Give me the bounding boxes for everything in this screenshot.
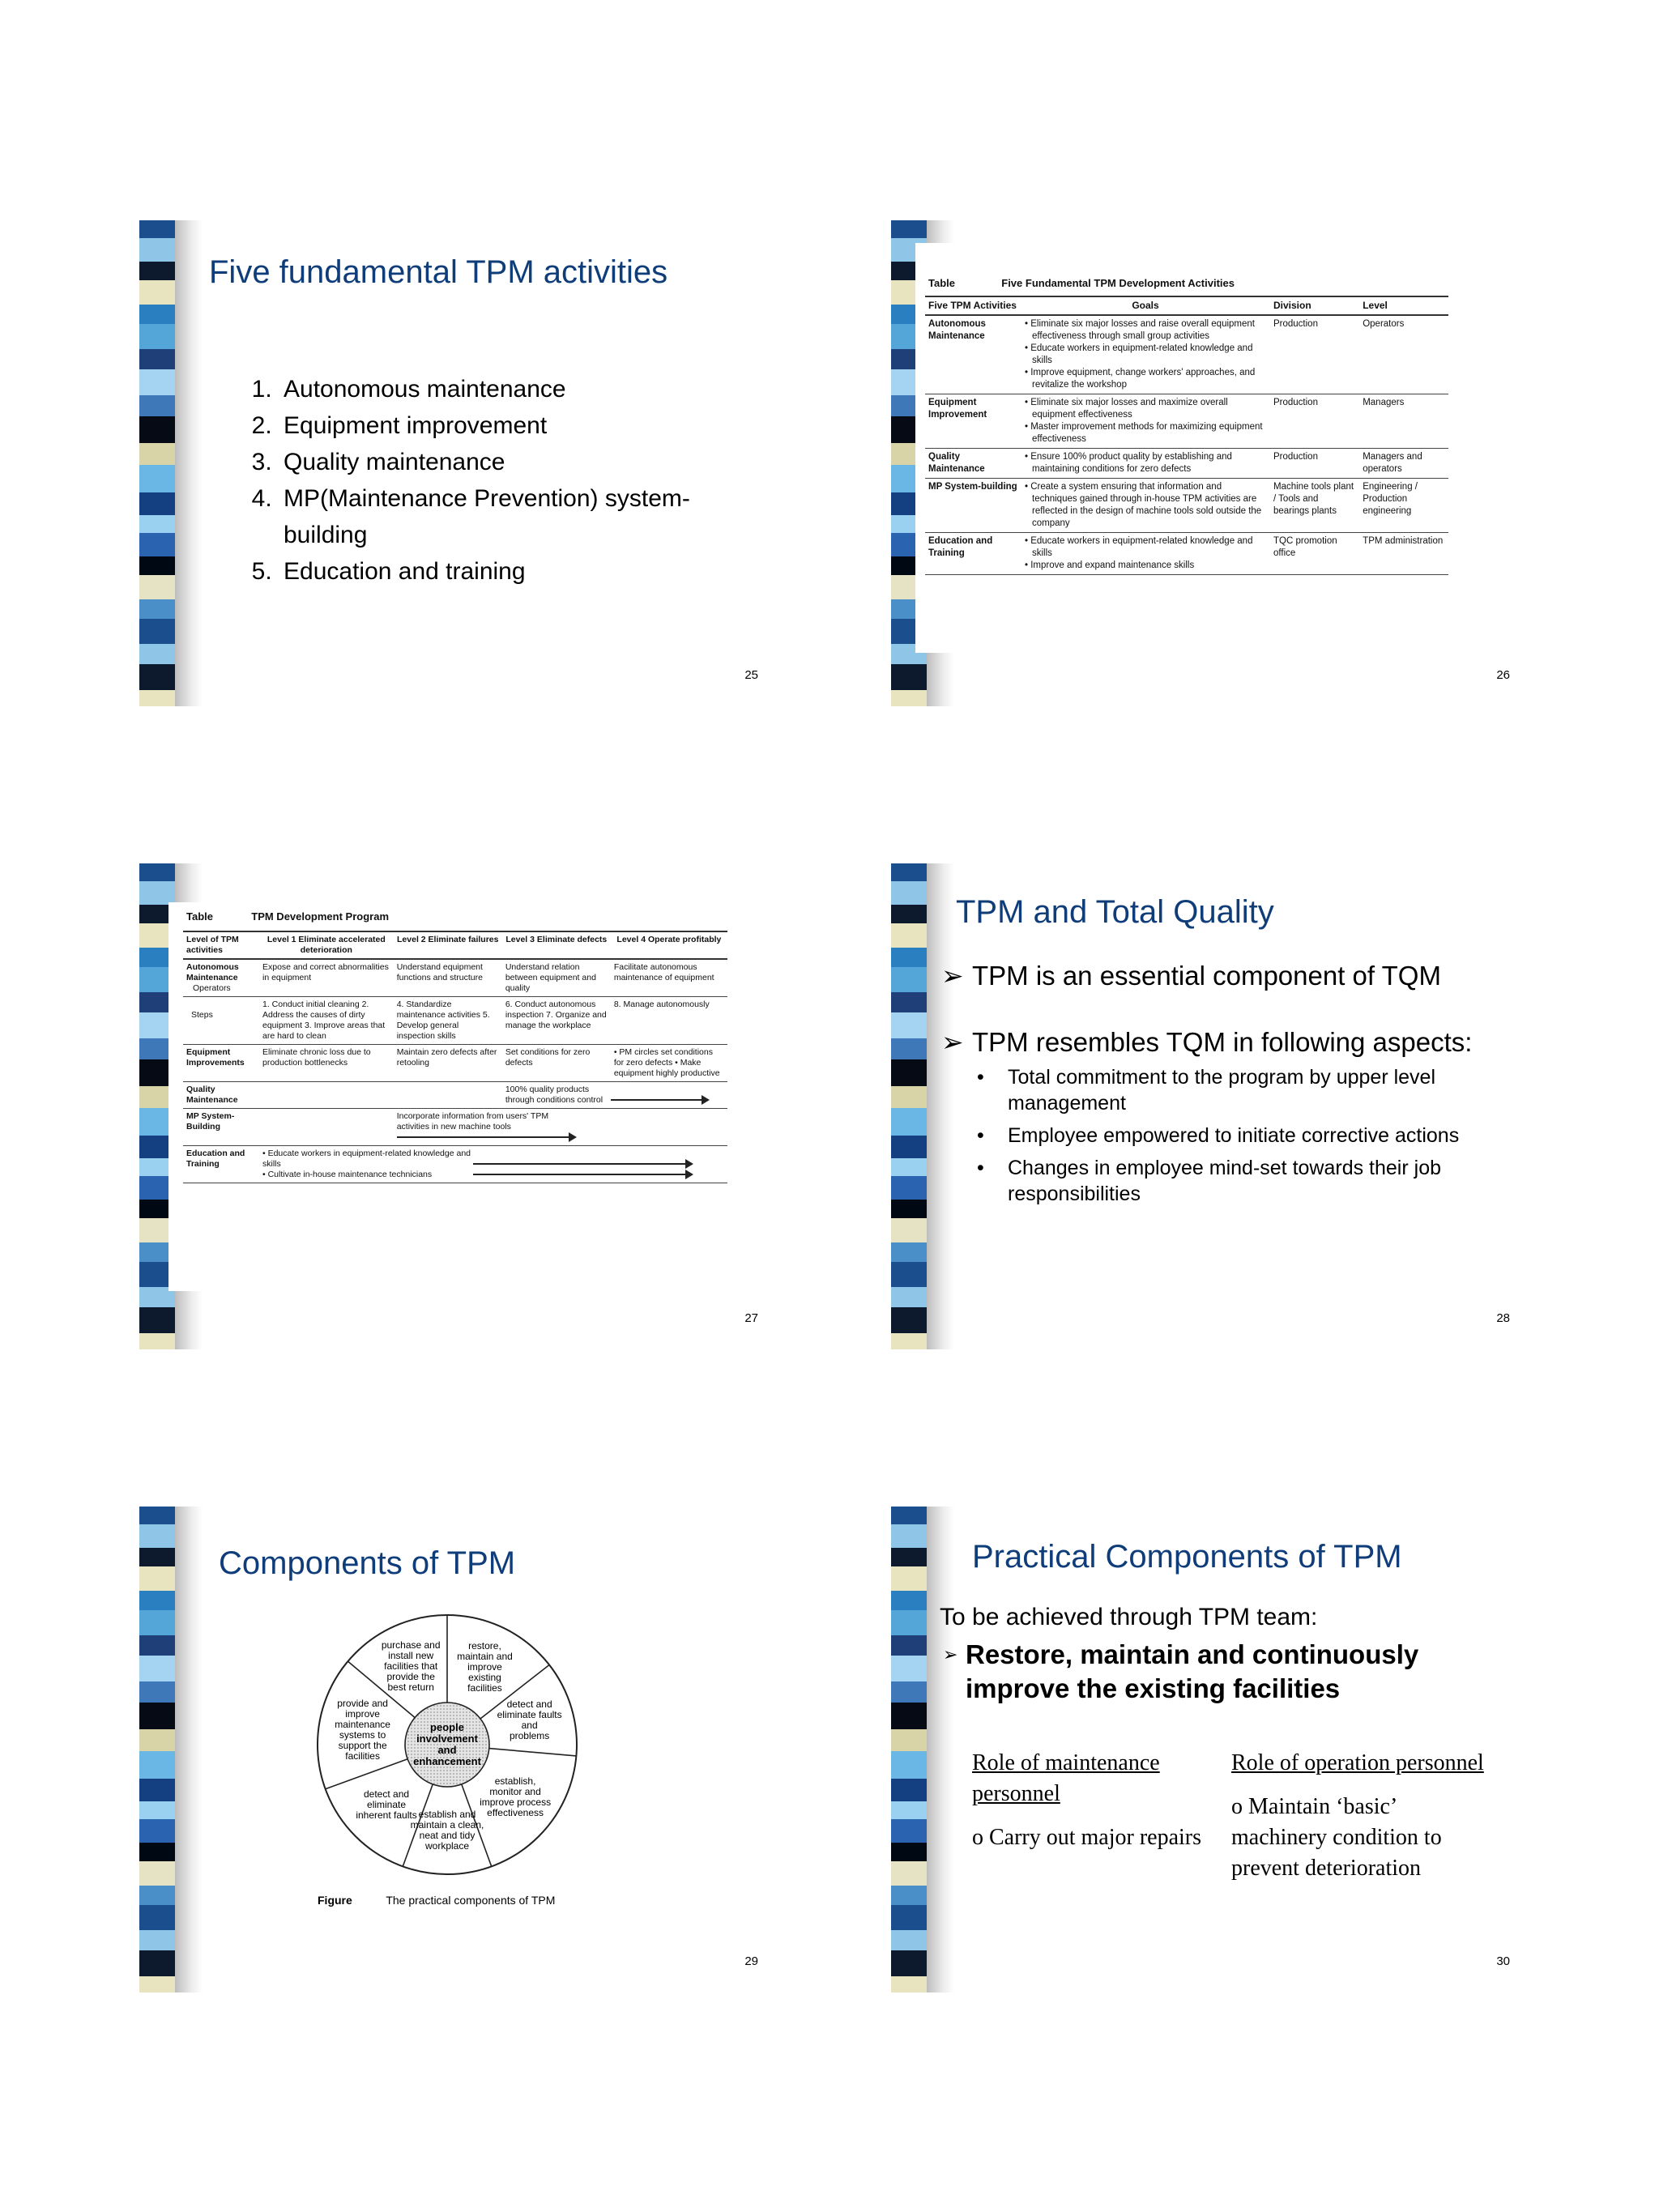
segment-text: monitor and <box>489 1785 541 1797</box>
stripe-bar <box>139 1843 175 1861</box>
stripe-bar <box>139 1307 175 1333</box>
components-figure <box>309 1607 585 1882</box>
table-header: Level 1 Eliminate accelerated deterioration <box>259 931 394 959</box>
activity-list <box>241 371 732 590</box>
table-cell: • PM circles set conditions for zero defects • Make equipment highly productive <box>611 1045 727 1082</box>
figure-caption-text: The practical components of TPM <box>386 1894 556 1907</box>
segment-text: eliminate faults <box>497 1708 562 1720</box>
table-cell: • Improve equipment, change workers' approaches, and revitalize the workshop <box>1025 368 1256 390</box>
stripe-bar <box>891 1218 927 1242</box>
stripe-bar <box>891 1176 927 1200</box>
figure-label: Figure <box>318 1894 352 1907</box>
stripe-bar <box>891 1059 927 1086</box>
segment-text: improve <box>467 1661 502 1673</box>
stripe-bar <box>139 1729 175 1751</box>
stripe-bar <box>139 280 175 305</box>
slide-27 <box>139 863 771 1349</box>
table-cell: • Ensure 100% product quality by establishing and maintaining conditions for zero defects <box>1025 452 1232 474</box>
wheel-segment-label <box>476 1776 554 1818</box>
wheel-segment-label <box>324 1698 402 1762</box>
arrow-line <box>397 1136 575 1138</box>
table-cell: 4. Standardize maintenance activities 5. Develop general inspection skills <box>394 997 502 1045</box>
stripe-bar <box>891 220 927 238</box>
table-header: Level 2 Eliminate failures <box>394 931 502 959</box>
table-cell: Education and Training <box>183 1146 259 1183</box>
stripe-bar <box>139 1819 175 1843</box>
slide-title: Five fundamental TPM activities <box>209 254 668 290</box>
stripe-bar <box>139 238 175 262</box>
stripe-bar <box>139 1548 175 1566</box>
bullet-item <box>972 959 1499 993</box>
stripe-bar <box>891 1779 927 1801</box>
table-row <box>183 1109 727 1146</box>
table-cell: Autonomous Maintenance <box>925 315 1021 394</box>
figure-caption <box>318 1894 555 1907</box>
segment-text: maintain and <box>457 1651 513 1663</box>
table-row <box>925 449 1448 479</box>
table-cell: Production <box>1270 449 1359 479</box>
table-cell: Facilitate autonomous maintenance of equipment <box>611 959 727 997</box>
stripe-bar <box>139 863 175 881</box>
segment-text: purchase and <box>381 1639 441 1652</box>
slide-stripe <box>891 863 954 1349</box>
table-row <box>183 1045 727 1082</box>
stripe-bar <box>139 492 175 515</box>
stripe-bar <box>139 599 175 619</box>
segment-text: existing <box>468 1672 501 1684</box>
table-header: Five TPM Activities <box>925 296 1021 315</box>
slide-title: Practical Components of TPM <box>972 1539 1402 1575</box>
stripe-bar <box>891 1635 927 1656</box>
arrow-line <box>473 1174 692 1175</box>
stripe-bar <box>891 1681 927 1703</box>
stripe-bar <box>139 1950 175 1976</box>
table-title: TPM Development Program <box>251 910 390 923</box>
segment-text: provide the <box>386 1671 435 1683</box>
segment-text: and <box>521 1719 538 1731</box>
table-cell: Engineering / Production engineering <box>1359 479 1448 533</box>
segment-text: facilities <box>467 1682 502 1694</box>
stripe-bar <box>139 1751 175 1779</box>
stripe-bar <box>891 1819 927 1843</box>
segment-text: establish and <box>418 1809 476 1820</box>
bullet-text: Restore, maintain and continuously improve the existing facilities <box>966 1639 1419 1703</box>
segment-text: improve process <box>480 1796 552 1808</box>
table-row <box>183 997 727 1045</box>
table-cell: Equipment Improvement <box>925 394 1021 449</box>
list-item: 2. Equipment improvement <box>279 407 732 444</box>
stripe-bar <box>891 1242 927 1262</box>
table-cell: Autonomous Maintenance <box>186 962 239 982</box>
stripe-bar <box>139 1886 175 1905</box>
list-item: 5. Education and training <box>279 553 732 590</box>
segment-text: facilities <box>345 1750 380 1762</box>
stripe-bar <box>891 1086 927 1108</box>
stripe-bar <box>139 1930 175 1950</box>
stripe-bar <box>891 967 927 992</box>
table-cell: Education and Training <box>925 533 1021 575</box>
stripe-bar <box>139 881 175 905</box>
slide-number: 30 <box>1496 1954 1510 1968</box>
arrow-line <box>473 1163 692 1165</box>
slide-26 <box>891 220 1523 706</box>
slide-30 <box>891 1507 1523 1993</box>
arrow-line <box>611 1099 708 1101</box>
segment-text: establish, <box>494 1775 536 1787</box>
stripe-bar <box>891 1751 927 1779</box>
stripe-bar <box>139 1703 175 1729</box>
stripe-bar <box>891 1333 927 1349</box>
list-item: 4. MP(Maintenance Prevention) system-building <box>279 480 732 553</box>
stripe-bar <box>891 905 927 923</box>
table-cell: Understand relation between equipment and quality <box>502 959 611 997</box>
table-cell: Maintain zero defects after retooling <box>394 1045 502 1082</box>
bullet-text: TPM is an essential component of TQM <box>972 961 1441 991</box>
slide-stripe <box>891 1507 954 1993</box>
stripe-bar <box>891 948 927 967</box>
bullet-text: TPM resembles TQM in following aspects: <box>972 1027 1473 1057</box>
role-text: o Maintain ‘basic’ machinery condition to prevent deterioration <box>1231 1794 1442 1881</box>
program-table <box>183 931 727 1183</box>
stripe-bar <box>891 1656 927 1681</box>
stripe-bar <box>139 262 175 280</box>
table-cell: Quality Maintenance <box>925 449 1021 479</box>
segment-text: effectiveness <box>487 1806 544 1818</box>
stripe-bar <box>139 1507 175 1524</box>
slide-title: Components of TPM <box>219 1545 516 1581</box>
activities-table <box>925 296 1448 575</box>
center-text: people <box>430 1721 464 1733</box>
stripe-bar <box>891 992 927 1012</box>
stripe-bar <box>139 416 175 443</box>
table-cell: Understand equipment functions and structure <box>394 959 502 997</box>
stripe-bar <box>891 1524 927 1548</box>
stripe-bar <box>139 324 175 349</box>
stripe-bar <box>891 923 927 948</box>
table-cell: 8. Manage autonomously <box>611 997 727 1045</box>
wheel-segment-label <box>348 1789 425 1821</box>
table-cell: Incorporate information from users' TPM activities in new machine tools <box>396 1111 549 1132</box>
table-cell: Managers and operators <box>1359 449 1448 479</box>
stripe-bar <box>139 1801 175 1819</box>
stripe-bar <box>139 1635 175 1656</box>
stripe-bar <box>891 690 927 706</box>
stripe-bar <box>139 1656 175 1681</box>
stripe-bar <box>891 1930 927 1950</box>
wheel-segment-label <box>372 1640 450 1693</box>
scanned-table-image <box>168 902 736 1291</box>
stripe-bar <box>891 1886 927 1905</box>
stripe-bar <box>891 1729 927 1751</box>
sub-bullet-item: • Changes in employee mind-set towards their job responsibilities <box>972 1155 1499 1207</box>
operation-role <box>1231 1748 1491 1884</box>
stripe-bar <box>139 556 175 575</box>
table-cell: 100% quality products through conditions control <box>505 1085 603 1105</box>
bullet-item <box>943 1638 1494 1706</box>
table-cell: MP System-building <box>925 479 1021 533</box>
stripe-bar <box>891 1307 927 1333</box>
table-cell: TPM administration <box>1359 533 1448 575</box>
table-header: Level 4 Operate profitably <box>611 931 727 959</box>
table-cell: • Cultivate in-house maintenance technicians <box>262 1170 433 1179</box>
table-cell: Expose and correct abnormalities in equipment <box>259 959 394 997</box>
segment-text: detect and <box>506 1698 552 1710</box>
stripe-bar <box>891 863 927 881</box>
stripe-bar <box>139 395 175 416</box>
role-text: o Carry out major repairs <box>972 1825 1202 1850</box>
stripe-bar <box>139 1861 175 1886</box>
table-cell: Managers <box>1359 394 1448 449</box>
segment-text: workplace <box>424 1840 470 1852</box>
stripe-bar <box>891 1861 927 1886</box>
segment-text: detect and <box>364 1788 410 1801</box>
stripe-bar <box>891 1566 927 1591</box>
stripe-bar <box>139 369 175 395</box>
center-text: enhancement <box>413 1755 481 1767</box>
stripe-bar <box>139 575 175 599</box>
table-cell: 1. Conduct initial cleaning 2. Address the causes of dirty equipment 3. Improve areas that are hard to clean <box>259 997 394 1045</box>
table-row <box>183 1146 727 1183</box>
table-header: Level <box>1359 296 1448 315</box>
stripe-bar <box>139 443 175 465</box>
stripe-bar <box>891 1012 927 1038</box>
stripe-bar <box>891 881 927 905</box>
slide-25 <box>139 220 771 706</box>
segment-text: facilities that <box>384 1660 438 1673</box>
table-title: Five Fundamental TPM Development Activities <box>1001 277 1235 289</box>
maintenance-role <box>972 1748 1215 1853</box>
stripe-bar <box>891 1843 927 1861</box>
list-item: 3. Quality maintenance <box>279 444 732 480</box>
wheel-segment-label <box>491 1699 569 1741</box>
table-row <box>925 315 1448 394</box>
table-cell: TQC promotion office <box>1270 533 1359 575</box>
stripe-bar <box>139 305 175 324</box>
bullet-list <box>972 959 1499 1213</box>
segment-text: maintain a clean, <box>410 1819 484 1831</box>
table-cell: Operators <box>193 983 231 993</box>
stripe-bar <box>891 1548 927 1566</box>
table-header: Division <box>1270 296 1359 315</box>
segment-text: problems <box>509 1729 550 1741</box>
stripe-bar <box>891 1287 927 1307</box>
table-header: Level 3 Eliminate defects <box>502 931 611 959</box>
wheel-center-label <box>397 1722 497 1767</box>
slide-title: TPM and Total Quality <box>956 894 1274 930</box>
table-header: Goals <box>1021 296 1270 315</box>
table-cell: Production <box>1270 394 1359 449</box>
table-cell: • Educate workers in equipment-related knowledge and skills <box>1025 343 1253 365</box>
table-cell: Operators <box>1359 315 1448 394</box>
stripe-bar <box>891 1038 927 1059</box>
stripe-bar <box>139 1681 175 1703</box>
stripe-bar <box>139 619 175 644</box>
stripe-bar <box>891 664 927 690</box>
stripe-bar <box>891 1591 927 1610</box>
stripe-bar <box>891 1976 927 1993</box>
slide-number: 29 <box>744 1954 758 1968</box>
table-cell: Set conditions for zero defects <box>502 1045 611 1082</box>
table-cell: • Improve and expand maintenance skills <box>1025 560 1195 570</box>
sub-bullet-item: • Employee empowered to initiate corrective actions <box>972 1123 1499 1149</box>
table-header: Level of TPM activities <box>183 931 259 959</box>
table-cell: Production <box>1270 315 1359 394</box>
slide-stripe <box>139 1507 203 1993</box>
table-row <box>925 479 1448 533</box>
table-cell: • Educate workers in equipment-related knowledge and skills <box>262 1149 471 1169</box>
segment-text: systems to <box>339 1728 386 1741</box>
stripe-bar <box>139 1610 175 1635</box>
center-text: and <box>437 1744 457 1756</box>
stripe-bar <box>139 533 175 556</box>
arrow-bullet-icon: ➢ <box>943 1644 958 1664</box>
table-row <box>925 533 1448 575</box>
segment-text: inherent faults <box>356 1809 417 1822</box>
segment-text: best return <box>387 1681 434 1694</box>
stripe-bar <box>139 1333 175 1349</box>
stripe-bar <box>139 465 175 492</box>
table-cell: • Create a system ensuring that information and techniques gained through in-house TPM activities are reflected in the design of machine tools sold outside the company <box>1025 482 1262 528</box>
stripe-bar <box>139 1976 175 1993</box>
stripe-bar <box>139 1905 175 1930</box>
stripe-bar <box>139 349 175 369</box>
table-label: Table <box>928 277 955 289</box>
table-cell: • Educate workers in equipment-related knowledge and skills <box>1025 536 1253 558</box>
stripe-bar <box>139 644 175 664</box>
slide-29 <box>139 1507 771 1993</box>
table-cell: • Eliminate six major losses and raise overall equipment effectiveness through small group activities <box>1025 319 1255 341</box>
stripe-bar <box>891 1136 927 1158</box>
table-row <box>925 394 1448 449</box>
table-cell: MP System-Building <box>183 1109 259 1146</box>
table-cell: 6. Conduct autonomous inspection 7. Organize and manage the workplace <box>502 997 611 1045</box>
table-cell: • Master improvement methods for maximizing equipment effectiveness <box>1025 422 1263 444</box>
stripe-bar <box>139 515 175 533</box>
stripe-bar <box>891 1108 927 1136</box>
stripe-bar <box>891 1610 927 1635</box>
table-cell: Quality Maintenance <box>183 1082 259 1109</box>
table-row <box>183 959 727 997</box>
stripe-bar <box>139 1779 175 1801</box>
sub-bullet-item: • Total commitment to the program by upper level management <box>972 1064 1499 1116</box>
table-cell: Steps <box>183 997 259 1045</box>
segment-text: neat and tidy <box>419 1830 476 1841</box>
table-cell: Eliminate chronic loss due to production bottlenecks <box>259 1045 394 1082</box>
stripe-bar <box>891 1262 927 1287</box>
stripe-bar <box>891 1158 927 1176</box>
segment-text: eliminate <box>367 1799 407 1811</box>
stripe-bar <box>891 1801 927 1819</box>
center-text: involvement <box>416 1733 478 1745</box>
stripe-bar <box>139 690 175 706</box>
segment-text: restore, <box>468 1640 501 1652</box>
sub-bullet-list <box>972 1064 1499 1207</box>
scanned-table-image <box>915 243 1450 653</box>
stripe-bar <box>891 1703 927 1729</box>
stripe-bar <box>139 1566 175 1591</box>
segment-text: support the <box>338 1739 387 1751</box>
slide-number: 28 <box>1496 1311 1510 1325</box>
slide-28 <box>891 863 1523 1349</box>
segment-text: improve <box>345 1707 380 1720</box>
stripe-bar <box>139 1591 175 1610</box>
slide-number: 27 <box>744 1311 758 1325</box>
stripe-bar <box>891 1507 927 1524</box>
segment-text: install new <box>388 1650 434 1662</box>
table-cell: Equipment Improvements <box>183 1045 259 1082</box>
intro-text: To be achieved through TPM team: <box>940 1604 1318 1630</box>
stripe-bar <box>891 1200 927 1218</box>
table-cell: Machine tools plant / Tools and bearings plants <box>1270 479 1359 533</box>
stripe-bar <box>139 1524 175 1548</box>
table-label: Table <box>186 910 213 923</box>
slide-number: 26 <box>1496 668 1510 682</box>
slide-number: 25 <box>744 668 758 682</box>
stripe-bar <box>891 1905 927 1930</box>
bullet-item <box>972 1025 1499 1207</box>
segment-text: maintenance <box>335 1718 390 1730</box>
wheel-segment-label <box>446 1641 523 1694</box>
slide-stripe <box>139 220 203 706</box>
list-item: 1. Autonomous maintenance <box>279 371 732 407</box>
role-heading: Role of operation personnel <box>1231 1750 1484 1775</box>
table-cell: • Eliminate six major losses and maximize overall equipment effectiveness <box>1025 398 1228 420</box>
role-heading: Role of maintenance personnel <box>972 1750 1160 1806</box>
table-row <box>183 1082 727 1109</box>
segment-text: provide and <box>337 1697 388 1709</box>
stripe-bar <box>139 220 175 238</box>
stripe-bar <box>139 664 175 690</box>
stripe-bar <box>891 1950 927 1976</box>
